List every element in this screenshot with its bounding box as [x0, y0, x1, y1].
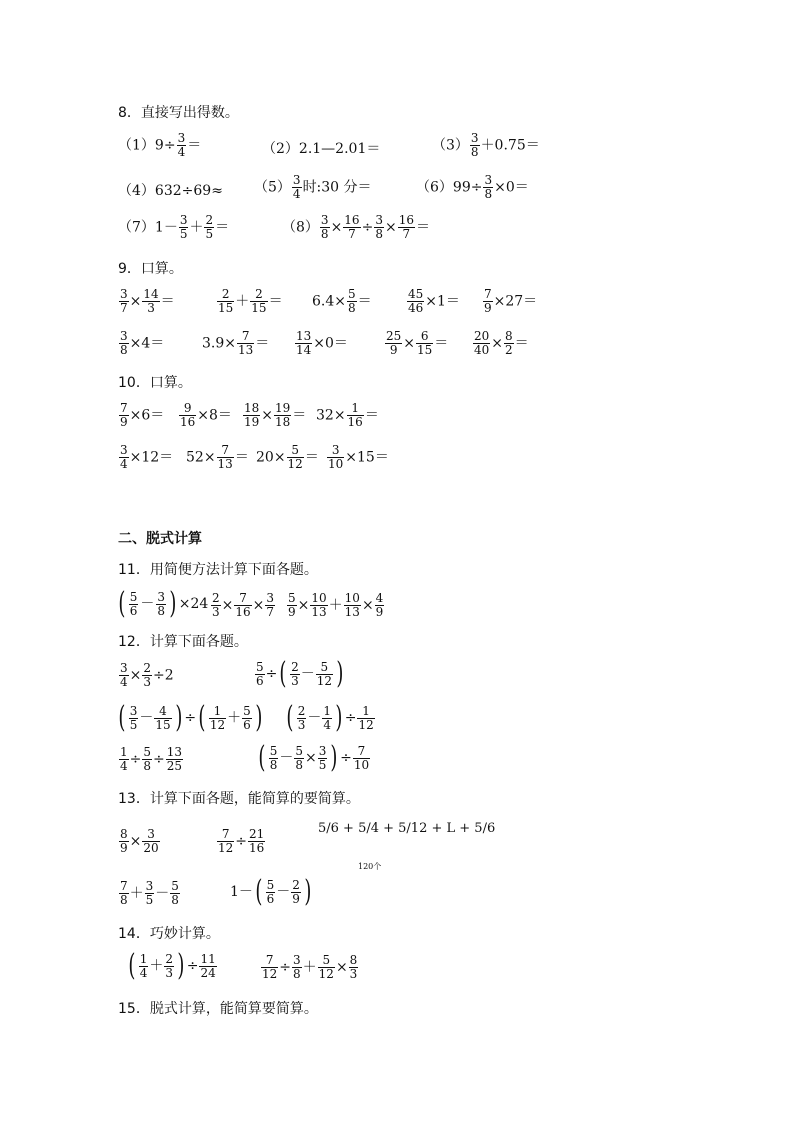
q13-count-note: 120个 — [358, 862, 382, 871]
q14-expr-2: $\frac{7}{12}$ ÷ $\frac{3}{8}$ ＋ $\frac{5}{12}$ × $\frac{8}{3}$ — [262, 953, 358, 981]
q9-r1-1: $\frac{3}{7}$ × $\frac{14}{3}$ ＝ — [120, 287, 175, 315]
q8-item-2: （2）2.1—2.01＝ — [262, 141, 381, 157]
q14-title: 14．巧妙计算。 — [118, 926, 220, 942]
q11-title: 11．用简便方法计算下面各题。 — [118, 562, 318, 578]
q8-item-6: （6）99÷ $\frac{3}{8}$ ×0＝ — [416, 173, 529, 201]
q13-expr-5: 1－( $\frac{5}{6}$ － $\frac{2}{9}$ ) — [230, 874, 312, 909]
q12-expr-4: ( $\frac{2}{3}$ － $\frac{1}{4}$ ) ÷ $\frac{1}{12}$ — [286, 700, 374, 735]
q8-item-7: （7）1－ $\frac{3}{5}$ ＋ $\frac{2}{5}$ ＝ — [118, 213, 230, 241]
q10-r2-2: 52× $\frac{7}{13}$ ＝ — [186, 443, 249, 471]
q13-title: 13．计算下面各题，能简算的要简算。 — [118, 791, 360, 807]
q13-expr-3: 5/6 + 5/4 + 5/12 + L + 5/6 120个 — [318, 820, 495, 838]
q8-item-3: （3） $\frac{3}{8}$ ＋0.75＝ — [432, 131, 540, 159]
q10-r1-3: $\frac{18}{19}$ × $\frac{19}{18}$ ＝ — [244, 401, 307, 429]
q12-expr-2: $\frac{5}{6}$ ÷( $\frac{2}{3}$ － $\frac{5}{12}$ ) — [256, 656, 344, 691]
q9-title: 9．口算。 — [118, 261, 183, 277]
q10-r2-1: $\frac{3}{4}$ ×12＝ — [120, 443, 174, 471]
q8-item-8: （8） $\frac{3}{8}$ × $\frac{16}{7}$ ÷ $\frac{3}{8}$ × $\frac{16}{7}$ ＝ — [282, 213, 430, 241]
q9-r2-2: 3.9× $\frac{7}{13}$ ＝ — [202, 329, 270, 357]
q10-r1-2: $\frac{9}{16}$ ×8＝ — [180, 401, 232, 429]
q13-expr-2: $\frac{7}{12}$ ÷ $\frac{21}{16}$ — [218, 827, 265, 855]
q9-r1-2: $\frac{2}{15}$ ＋ $\frac{2}{15}$ ＝ — [218, 287, 283, 315]
q10-r1-1: $\frac{7}{9}$ ×6＝ — [120, 401, 165, 429]
q9-r2-5: $\frac{20}{40}$ × $\frac{8}{2}$ ＝ — [474, 329, 529, 357]
q15-title: 15．脱式计算，能简算要简算。 — [118, 1001, 318, 1017]
q11-expr-3: $\frac{5}{9}$ × $\frac{10}{13}$ ＋ $\frac{10}{13}$ × $\frac{4}{9}$ — [288, 591, 384, 619]
q8-item-4: （4）632÷69≈ — [118, 183, 223, 199]
q11-expr-1: ( $\frac{5}{6}$ － $\frac{3}{8}$ ) ×24 — [118, 586, 209, 621]
q10-title: 10．口算。 — [118, 375, 192, 391]
q10-r2-3: 20× $\frac{5}{12}$ ＝ — [256, 443, 319, 471]
q12-title: 12．计算下面各题。 — [118, 634, 248, 650]
q12-expr-6: ( $\frac{5}{8}$ － $\frac{5}{8}$ × $\frac{3}{5}$ ) ÷ $\frac{7}{10}$ — [258, 740, 370, 775]
q13-expr-4: $\frac{7}{8}$ ＋ $\frac{3}{5}$ － $\frac{5}{8}$ — [120, 879, 179, 907]
q12-expr-3: ( $\frac{3}{5}$ － $\frac{4}{15}$ ) ÷( $\frac{1}{12}$ ＋ $\frac{5}{6}$ ) — [118, 700, 263, 735]
q12-expr-5: $\frac{1}{4}$ ÷ $\frac{5}{8}$ ÷ $\frac{13}{25}$ — [120, 745, 183, 773]
q9-r1-4: $\frac{45}{46}$ ×1＝ — [408, 287, 460, 315]
q9-r1-5: $\frac{7}{9}$ ×27＝ — [484, 287, 538, 315]
section-heading: 二、脱式计算 — [118, 531, 202, 547]
q9-r1-3: 6.4× $\frac{5}{8}$ ＝ — [312, 287, 372, 315]
q12-expr-1: $\frac{3}{4}$ × $\frac{2}{3}$ ÷2 — [120, 661, 174, 689]
q9-r2-1: $\frac{3}{8}$ ×4＝ — [120, 329, 165, 357]
q9-r2-3: $\frac{13}{14}$ ×0＝ — [296, 329, 348, 357]
q8-item-5: （5） $\frac{3}{4}$ 时:30 分＝ — [254, 173, 372, 201]
q13-expr-1: $\frac{8}{9}$ × $\frac{3}{20}$ — [120, 827, 159, 855]
q8-item-1: （1）9÷ $\frac{3}{4}$ ＝ — [118, 131, 202, 159]
q11-expr-2: $\frac{2}{3}$ × $\frac{7}{16}$ × $\frac{3}{7}$ — [212, 591, 275, 619]
q14-expr-1: ( $\frac{1}{4}$ ＋ $\frac{2}{3}$ ) ÷ $\frac{11}{24}$ — [128, 948, 216, 983]
q9-r2-4: $\frac{25}{9}$ × $\frac{6}{15}$ ＝ — [386, 329, 449, 357]
q10-r1-4: 32× $\frac{1}{16}$ ＝ — [316, 401, 379, 429]
q10-r2-4: $\frac{3}{10}$ ×15＝ — [328, 443, 389, 471]
q8-title: 8．直接写出得数。 — [118, 105, 239, 121]
